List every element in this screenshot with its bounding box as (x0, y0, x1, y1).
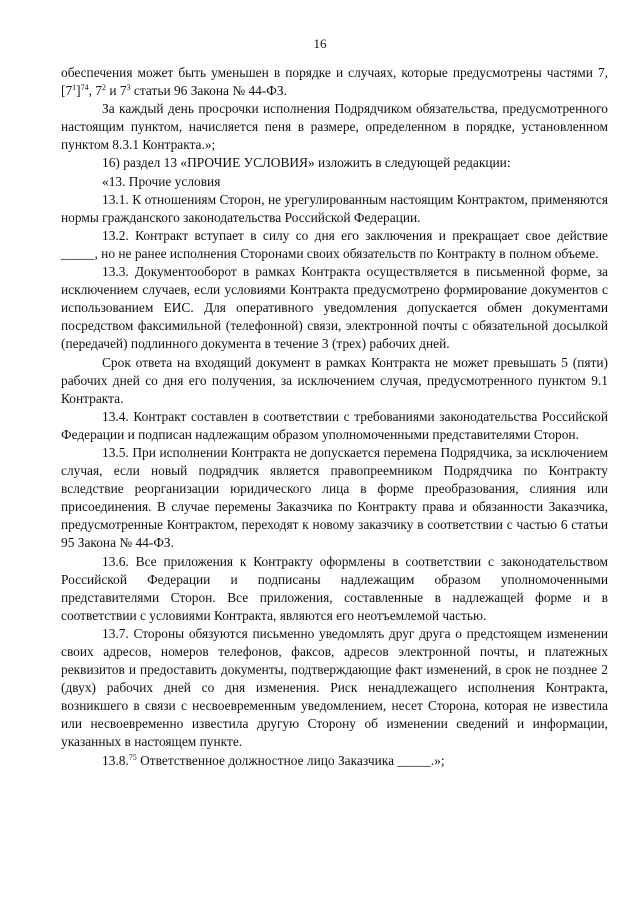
paragraph-security-reduction: обеспечения может быть уменьшен в порядке и случаях, которые предусмотрены частями 7, $[7^1]^{74}$, $7^2$ и $7^3$ статьи 96 Закона № 44-ФЗ. (61, 65, 608, 99)
clause-13-8: 13.8.75 Ответственное должностное лицо Заказчика _____.»; (102, 752, 445, 768)
clause-13-5: 13.5. При исполнении Контракта не допускается перемена Подрядчика, за исключением случая, если новый подрядчик является правопреемником Подрядчика по Контракту вследствие реорганизации юридического лица в форме преобразования, слияния или присоединения. В случае перемены Заказчика по Контракту права и обязанности Заказчика, предусмотренные Контрактом, переходят к новому заказчику в соответствии с частью 6 статьи 95 Закона № 44-ФЗ. (61, 444, 608, 551)
page-number: 16 (313, 36, 327, 51)
clause-13-1: 13.1. К отношениям Сторон, не урегулированным настоящим Контрактом, применяются нормы гражданского законодательства Российской Федерации. (61, 191, 608, 225)
paragraph-penalty: За каждый день просрочки исполнения Подрядчиком обязательства, предусмотренного настоящим пунктом, начисляется пеня в размере, определенном в порядке, установленном пунктом 8.3.1 Контракта.»; (61, 101, 608, 153)
paragraph-section-13-amendment: 16) раздел 13 «ПРОЧИЕ УСЛОВИЯ» изложить в следующей редакции: (102, 155, 511, 171)
clause-13-4: 13.4. Контракт составлен в соответствии с требованиями законодательства Российской Федерации и подписан надлежащим образом уполномоченными представителями Сторон. (61, 408, 608, 442)
clause-13-6: 13.6. Все приложения к Контракту оформлены в соответствии с законодательством Российской Федерации и подписаны надлежащим образом уполномоченными представителями Сторон. Все приложения, составленные в надлежащей форме и в соответствии с условиями Контракта, являются его неотъемлемой частью. (61, 553, 608, 623)
clause-13-7: 13.7. Стороны обязуются письменно уведомлять друг друга о предстоящем изменении своих адресов, номеров телефонов, факсов, адресов электронной почты, и платежных реквизитов и предоставить документы, подтверждающие факт изменений, в срок не позднее 2 (двух) рабочих дней со дня изменения. Риск ненадлежащего исполнения Контракта, возникшего в связи с несвоевременным уведомлением, несет Сторона, которая не известила или несвоевременно известила другую Сторону об изменении сведений и информации, указанных в настоящем пункте. (61, 625, 608, 750)
section-13-heading: «13. Прочие условия (102, 173, 221, 189)
document-body (61, 64, 608, 770)
clause-13-3-response-term: Срок ответа на входящий документ в рамках Контракта не может превышать 5 (пяти) рабочих дней со дня его получения, за исключением случая, предусмотренного пунктом 9.1 Контракта. (61, 354, 608, 406)
clause-13-3: 13.3. Документооборот в рамках Контракта осуществляется в письменной форме, за исключением случаев, если условиями Контракта предусмотрено формирование документов с использованием ЕИС. Для оперативного уведомления допускается обмен документами посредством факсимильной (телефонной) связи, электронной почты с обязательной досылкой (передачей) подлинного документа в течение 3 (трех) рабочих дней. (61, 264, 608, 352)
clause-13-2: 13.2. Контракт вступает в силу со дня его заключения и прекращает свое действие _____, но не ранее исполнения Сторонами своих обязательств по Контракту в полном объеме. (61, 227, 608, 261)
